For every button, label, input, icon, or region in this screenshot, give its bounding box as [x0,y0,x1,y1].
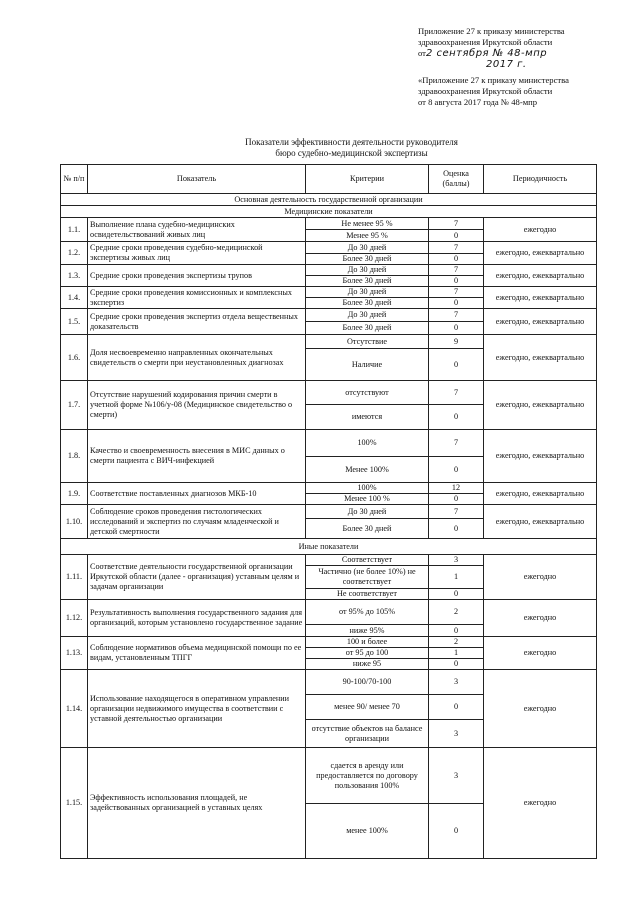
table-cell: 7 [429,242,484,254]
table-cell: менее 100% [306,804,429,859]
table-cell: ежегодно [484,218,597,242]
table-row [61,748,597,804]
table-cell: 1.1. [61,218,88,242]
table-cell: ежегодно, ежеквартально [484,505,597,539]
table-cell: 7 [429,287,484,298]
table-cell: ежегодно [484,748,597,859]
table-cell: ежегодно [484,600,597,637]
table-row [61,637,597,648]
appendix-orig-line-2: здравоохранения Иркутской области [418,86,553,96]
table-cell: от 95% до 105% [306,600,429,625]
table-cell: ежегодно, ежеквартально [484,309,597,335]
table-cell: ниже 95% [306,625,429,637]
table-cell: 3 [429,670,484,695]
handwritten-date: 2 сентября № 48-мпр [425,48,548,59]
table-cell: Более 30 дней [306,254,429,265]
table-cell: Качество и своевременность внесения в МИС данных о смерти пациента с ВИЧ-инфекцией [88,430,306,483]
table-cell: 0 [429,625,484,637]
table-cell: Более 30 дней [306,519,429,539]
table-cell: Использование находящегося в оперативном управлении организации недвижимого имущества в соответствии с уставной деятельностью организации [88,670,306,748]
table-cell: 1.9. [61,483,88,505]
col-header-score: Оценка (баллы) [429,165,484,194]
table-cell: Эффективность использования площадей, не задействованных организацией в уставных целях [88,748,306,859]
table-cell: отсутствие объектов на балансе организации [306,720,429,748]
table-cell: 1.7. [61,381,88,430]
col-header-criteria: Критерии [306,165,429,194]
table-row [61,483,597,494]
table-cell: Более 30 дней [306,322,429,335]
table-row [61,335,597,349]
table-row [61,381,597,405]
table-cell: Соблюдение сроков проведения гистологических исследований и экспертиз по случаям младенческой и детской смертности [88,505,306,539]
table-cell: Отсутствие нарушений кодирования причин смерти в учетной форме №106/у-08 (Медицинское свидетельство о смерти) [88,381,306,430]
table-row [61,430,597,457]
table-cell: 1.14. [61,670,88,748]
table-cell: Менее 95 % [306,230,429,242]
table-cell: отсутствуют [306,381,429,405]
table-cell: 100% [306,430,429,457]
table-cell: Средние сроки проведения комиссионных и комплексных экспертиз [88,287,306,309]
table-cell: Средние сроки проведения экспертиз отдела вещественных доказательств [88,309,306,335]
table-cell: ежегодно, ежеквартально [484,483,597,505]
appendix-line-2: здравоохранения Иркутской области [418,37,553,47]
table-cell: 7 [429,381,484,405]
table-cell: 7 [429,309,484,322]
table-cell: 7 [429,505,484,519]
table-cell: 3 [429,748,484,804]
table-subrow [61,539,597,555]
table-row [61,218,597,230]
table-cell: 1 [429,566,484,589]
table-cell: 1.11. [61,555,88,600]
table-row [61,670,597,695]
table-cell: 100% [306,483,429,494]
table-cell: Более 30 дней [306,298,429,309]
table-row [61,600,597,625]
table-cell: 0 [429,457,484,483]
table-cell: 1.5. [61,309,88,335]
table-row [61,309,597,322]
table-cell: Отсутствие [306,335,429,349]
table-cell: ежегодно, ежеквартально [484,381,597,430]
table-cell: 12 [429,483,484,494]
table-cell: 2 [429,637,484,648]
table-row [61,242,597,254]
section-medical: Медицинские показатели [61,206,597,218]
table-cell: ежегодно, ежеквартально [484,265,597,287]
table-cell: До 30 дней [306,287,429,298]
table-cell: Соответствие поставленных диагнозов МКБ-10 [88,483,306,505]
table-cell: 0 [429,298,484,309]
table-cell: Более 30 дней [306,276,429,287]
table-cell: 1.3. [61,265,88,287]
table-cell: 7 [429,430,484,457]
table-cell: Выполнение плана судебно-медицинских освидетельствований живых лиц [88,218,306,242]
table-cell: До 30 дней [306,265,429,276]
col-header-period: Периодичность [484,165,597,194]
table-cell: менее 90/ менее 70 [306,695,429,720]
table-header-row [61,165,597,194]
table-cell: 1.10. [61,505,88,539]
section-main: Основная деятельность государственной организации [61,194,597,206]
table-cell: имеются [306,405,429,430]
table-cell: 0 [429,589,484,600]
table-cell: 1.13. [61,637,88,670]
table-cell: 1.2. [61,242,88,265]
table-cell: 0 [429,254,484,265]
table-cell: 1.12. [61,600,88,637]
table-cell: 90-100/70-100 [306,670,429,695]
appendix-line-1: Приложение 27 к приказу министерства [418,26,565,36]
table-cell: Соблюдение нормативов объема медицинской помощи по ее видам, установленным ТПГГ [88,637,306,670]
table-cell: Наличие [306,349,429,381]
col-header-num: № п/п [61,165,88,194]
table-subrow [61,206,597,218]
table-cell: 0 [429,494,484,505]
document-title-2: бюро судебно-медицинской экспертизы [275,148,428,158]
table-cell: ежегодно, ежеквартально [484,430,597,483]
table-cell: ниже 95 [306,659,429,670]
appendix-orig-line-1: «Приложение 27 к приказу министерства [418,75,569,85]
table-cell: 2 [429,600,484,625]
table-row [61,265,597,276]
table-cell: 9 [429,335,484,349]
table-cell: 1.8. [61,430,88,483]
table-cell: 100 и более [306,637,429,648]
table-row [61,287,597,298]
table-cell: 7 [429,265,484,276]
date-prefix: от [418,48,426,58]
table-cell: Менее 100 % [306,494,429,505]
table-cell: Средние сроки проведения судебно-медицинской экспертизы живых лиц [88,242,306,265]
table-cell: 1.15. [61,748,88,859]
table-cell: Не менее 95 % [306,218,429,230]
table-cell: 7 [429,218,484,230]
appendix-line-3 [418,48,547,59]
table-cell: 0 [429,519,484,539]
table-cell: До 30 дней [306,505,429,519]
table-cell: 3 [429,720,484,748]
table-cell: 1.6. [61,335,88,381]
indicators-table [60,164,597,859]
table-cell: ежегодно [484,670,597,748]
table-cell: от 95 до 100 [306,648,429,659]
table-cell: 0 [429,659,484,670]
table-cell: До 30 дней [306,242,429,254]
table-row [61,505,597,519]
table-cell: ежегодно [484,637,597,670]
col-header-indicator: Показатель [88,165,306,194]
handwritten-year: 2017 г. [486,59,527,70]
table-cell: сдается в аренду или предоставляется по договору пользования 100% [306,748,429,804]
table-cell: 0 [429,276,484,287]
table-cell: До 30 дней [306,309,429,322]
table-cell: 0 [429,322,484,335]
table-cell: Частично (не более 10%) не соответствует [306,566,429,589]
table-row [61,555,597,566]
table-cell: Не соответствует [306,589,429,600]
table-cell: 0 [429,695,484,720]
table-cell: ежегодно, ежеквартально [484,242,597,265]
table-cell: Соответствие деятельности государственной организации Иркутской области (далее - организация) уставным целям и задачам организации [88,555,306,600]
table-cell: Доля несвоевременно направленных окончательных свидетельств о смерти при неустановленных диагнозах [88,335,306,381]
table-cell: Средние сроки проведения экспертизы трупов [88,265,306,287]
table-cell: 3 [429,555,484,566]
table-cell: ежегодно [484,555,597,600]
table-cell: Менее 100% [306,457,429,483]
table-cell: 0 [429,405,484,430]
table-cell: 0 [429,230,484,242]
table-cell: 1.4. [61,287,88,309]
table-cell: ежегодно, ежеквартально [484,335,597,381]
table-cell: 0 [429,804,484,859]
table-subrow [61,194,597,206]
table-cell: Соответствует [306,555,429,566]
table-cell: 0 [429,349,484,381]
section-other: Иные показатели [61,539,597,555]
table-cell: 1 [429,648,484,659]
table-cell: ежегодно, ежеквартально [484,287,597,309]
appendix-orig-line-3: от 8 августа 2017 года № 48-мпр [418,97,538,107]
document-title-1: Показатели эффективности деятельности руководителя [245,137,458,147]
table-cell: Результативность выполнения государственного задания для организаций, которым установлено государственное задание [88,600,306,637]
